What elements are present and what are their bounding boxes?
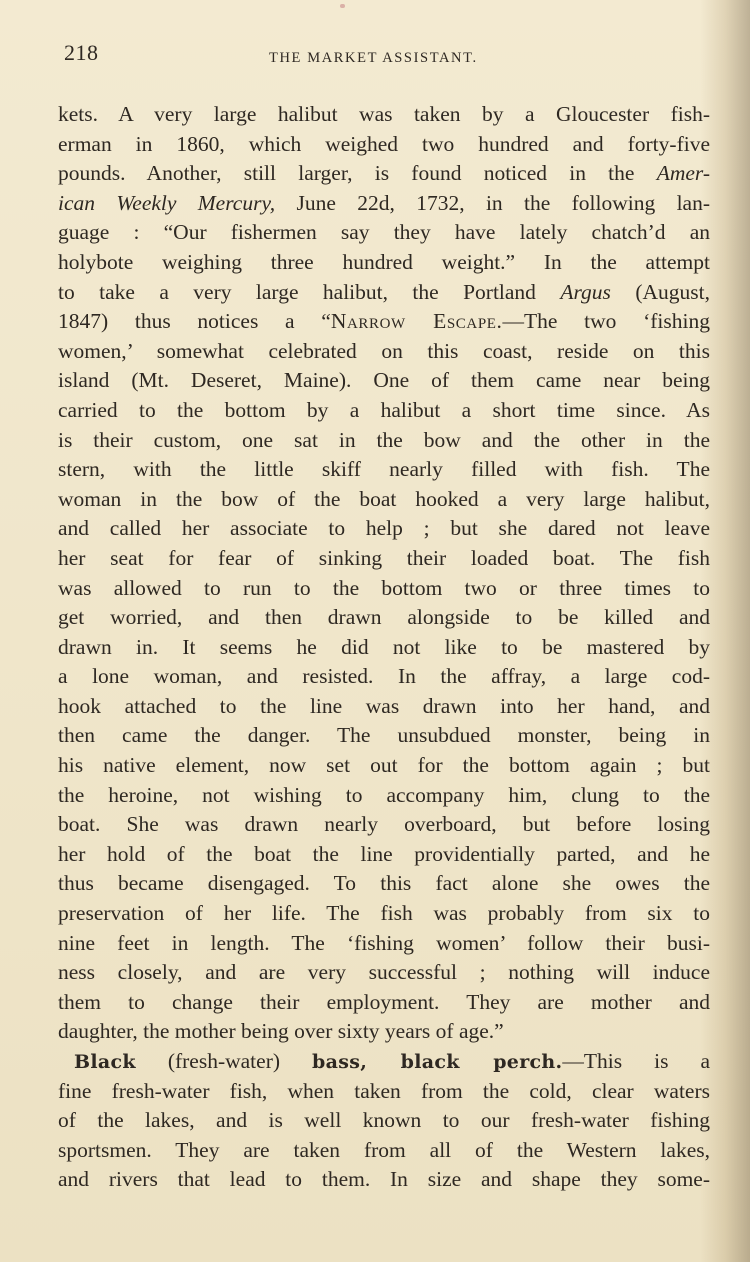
ink-mark <box>340 4 345 8</box>
text-span: 1847) thus notices a “ <box>58 309 331 334</box>
text-line: was allowed to run to the bottom two or three times to <box>58 575 710 600</box>
text-span: to take a very large halibut, the Portland <box>58 279 561 304</box>
text-line: her seat for fear of sinking their loaded boat. The fish <box>58 545 710 570</box>
text-line: hook attached to the line was drawn into her hand, and <box>58 693 710 718</box>
text-line: kets. A very large halibut was taken by a Gloucester fish- <box>58 102 710 126</box>
text-line: guage : “Our fishermen say they have lately chatch’d an <box>58 220 710 245</box>
running-title: THE MARKET ASSISTANT. <box>269 50 478 66</box>
text-line: erman in 1860, which weighed two hundred and forty-five <box>58 131 710 156</box>
text-line: get worried, and then drawn alongside to be killed and <box>58 605 710 630</box>
text-line: women,’ somewhat celebrated on this coast, reside on this <box>58 338 710 363</box>
entry-term: Black <box>74 1051 136 1073</box>
body-text <box>58 100 710 1195</box>
text-line: nine feet in length. The ‘fishing women’ follow their busi- <box>58 930 710 955</box>
text-line <box>58 307 710 337</box>
text-span: —This is a <box>562 1049 711 1073</box>
text-line: thus became disengaged. To this fact alone she owes the <box>58 871 710 896</box>
text-line: and rivers that lead to them. In size and shape they some- <box>58 1167 710 1192</box>
italic-title: Argus <box>560 279 611 304</box>
text-line: daughter, the mother being over sixty years of age.” <box>58 1019 504 1044</box>
text-line: stern, with the little skiff nearly filled with fish. The <box>58 457 710 482</box>
text-line: drawn in. It seems he did not like to be mastered by <box>58 634 710 659</box>
text-line: holybote weighing three hundred weight.” In the attempt <box>58 249 710 274</box>
text-span: (August, <box>610 279 710 304</box>
text-line: woman in the bow of the boat hooked a very large halibut, <box>58 486 710 511</box>
text-span: (fresh-water) <box>135 1049 313 1073</box>
entry-term: bass, black perch. <box>312 1051 563 1073</box>
text-line: preservation of her life. The fish was probably from six to <box>58 901 710 926</box>
text-line: them to change their employment. They are mother and <box>58 989 710 1014</box>
text-span: pounds. Another, still larger, is found noticed in the <box>58 161 657 186</box>
text-line: his native element, now set out for the bottom again ; but <box>58 753 710 778</box>
text-line: and called her associate to help ; but she dared not leave <box>58 516 710 541</box>
italic-title: ican Weekly Mercury, <box>58 190 276 215</box>
text-line: carried to the bottom by a halibut a short time since. As <box>58 397 710 422</box>
text-line: is their custom, one sat in the bow and the other in the <box>58 427 710 452</box>
text-span: June 22d, 1732, in the following lan- <box>275 190 710 215</box>
text-line <box>58 159 710 189</box>
entry-heading-line <box>58 1047 710 1077</box>
text-line: fine fresh-water fish, when taken from the cold, clear waters <box>58 1078 710 1103</box>
text-line: island (Mt. Deseret, Maine). One of them came near being <box>58 368 710 393</box>
text-line: boat. She was drawn nearly overboard, but before losing <box>58 812 710 837</box>
text-line: ness closely, and are very successful ; nothing will induce <box>58 960 710 985</box>
text-line <box>58 278 710 308</box>
text-line: her hold of the boat the line providentially parted, and he <box>58 841 710 866</box>
text-line <box>58 189 710 219</box>
text-line: a lone woman, and resisted. In the affray, a large cod- <box>58 664 710 689</box>
text-line: the heroine, not wishing to accompany him, clung to the <box>58 782 710 807</box>
text-line: then came the danger. The unsubdued monster, being in <box>58 723 710 748</box>
page-number: 218 <box>64 40 99 65</box>
italic-title: Amer- <box>656 161 710 186</box>
text-span: —The two ‘fishing <box>502 309 710 334</box>
text-line: sportsmen. They are taken from all of the Western lakes, <box>58 1137 710 1162</box>
text-line: of the lakes, and is well known to our fresh-water fishing <box>58 1108 710 1133</box>
small-caps-heading: Narrow Escape. <box>330 309 503 334</box>
page-header <box>64 40 714 72</box>
